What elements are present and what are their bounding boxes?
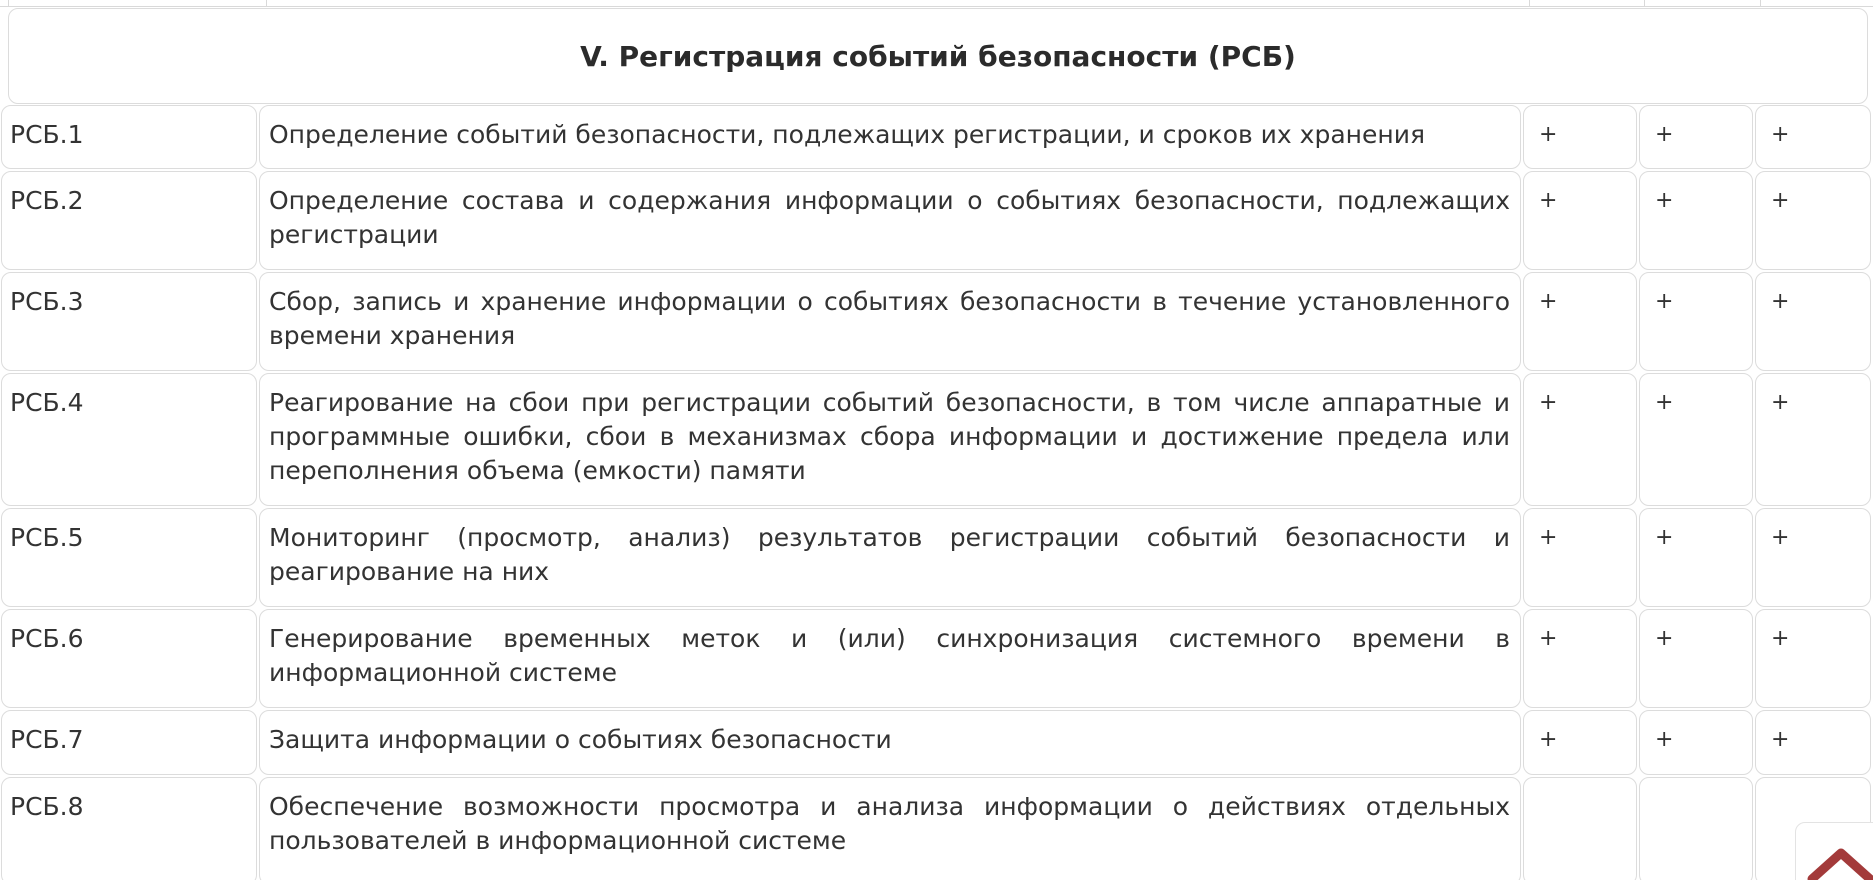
class-mark: +: [1523, 373, 1637, 506]
class-mark: +: [1523, 609, 1637, 708]
measures-table: [0, 104, 1873, 880]
measure-code: РСБ.8: [1, 777, 257, 880]
class-mark: +: [1755, 609, 1871, 708]
class-mark: +: [1523, 105, 1637, 169]
measure-description: Определение событий безопасности, подлежащих регистрации, и сроков их хранения: [259, 105, 1521, 169]
table-row: [0, 608, 1873, 709]
class-mark: +: [1755, 171, 1871, 270]
previous-row-divider: [266, 0, 267, 6]
class-mark: +: [1639, 373, 1753, 506]
measure-description: Реагирование на сбои при регистрации событий безопасности, в том числе аппаратные и программные ошибки, сбои в механизмах сбора информации и достижение предела или переполнения объема (емкости) памяти: [259, 373, 1521, 506]
previous-row-edge: [0, 0, 1873, 7]
previous-row-divider: [8, 0, 9, 6]
previous-row-divider: [1644, 0, 1645, 6]
measure-description: Генерирование временных меток и (или) синхронизация системного времени в информационной системе: [259, 609, 1521, 708]
table-row: [0, 104, 1873, 170]
class-mark: +: [1639, 171, 1753, 270]
class-mark: +: [1639, 609, 1753, 708]
chevron-up-icon: [1806, 843, 1873, 880]
table-row: [0, 170, 1873, 271]
table-row: [0, 776, 1873, 880]
measure-description: Сбор, запись и хранение информации о событиях безопасности в течение установленного времени хранения: [259, 272, 1521, 371]
measure-code: РСБ.4: [1, 373, 257, 506]
previous-row-divider: [1760, 0, 1761, 6]
measure-description: Определение состава и содержания информации о событиях безопасности, подлежащих регистрации: [259, 171, 1521, 270]
measure-code: РСБ.6: [1, 609, 257, 708]
class-mark: +: [1755, 272, 1871, 371]
measure-code: РСБ.3: [1, 272, 257, 371]
measure-code: РСБ.7: [1, 710, 257, 775]
class-mark: +: [1755, 105, 1871, 169]
class-mark: +: [1639, 105, 1753, 169]
class-mark: +: [1523, 710, 1637, 775]
table-row: [0, 271, 1873, 372]
section-title: V. Регистрация событий безопасности (РСБ): [8, 8, 1868, 104]
class-mark: [1523, 777, 1637, 880]
measure-description: Защита информации о событиях безопасности: [259, 710, 1521, 775]
class-mark: +: [1639, 710, 1753, 775]
class-mark: +: [1639, 508, 1753, 607]
measure-code: РСБ.2: [1, 171, 257, 270]
class-mark: [1639, 777, 1753, 880]
previous-row-divider: [1529, 0, 1530, 6]
class-mark: +: [1639, 272, 1753, 371]
class-mark: +: [1755, 710, 1871, 775]
class-mark: +: [1523, 508, 1637, 607]
measure-code: РСБ.1: [1, 105, 257, 169]
measure-description: Обеспечение возможности просмотра и анализа информации о действиях отдельных пользователей в информационной системе: [259, 777, 1521, 880]
measure-description: Мониторинг (просмотр, анализ) результатов регистрации событий безопасности и реагирование на них: [259, 508, 1521, 607]
measure-code: РСБ.5: [1, 508, 257, 607]
class-mark: +: [1523, 171, 1637, 270]
table-row: [0, 507, 1873, 608]
class-mark: +: [1523, 272, 1637, 371]
class-mark: +: [1755, 373, 1871, 506]
table-row: [0, 709, 1873, 776]
class-mark: +: [1755, 508, 1871, 607]
table-row: [0, 372, 1873, 507]
scroll-to-top-button[interactable]: [1795, 822, 1873, 880]
